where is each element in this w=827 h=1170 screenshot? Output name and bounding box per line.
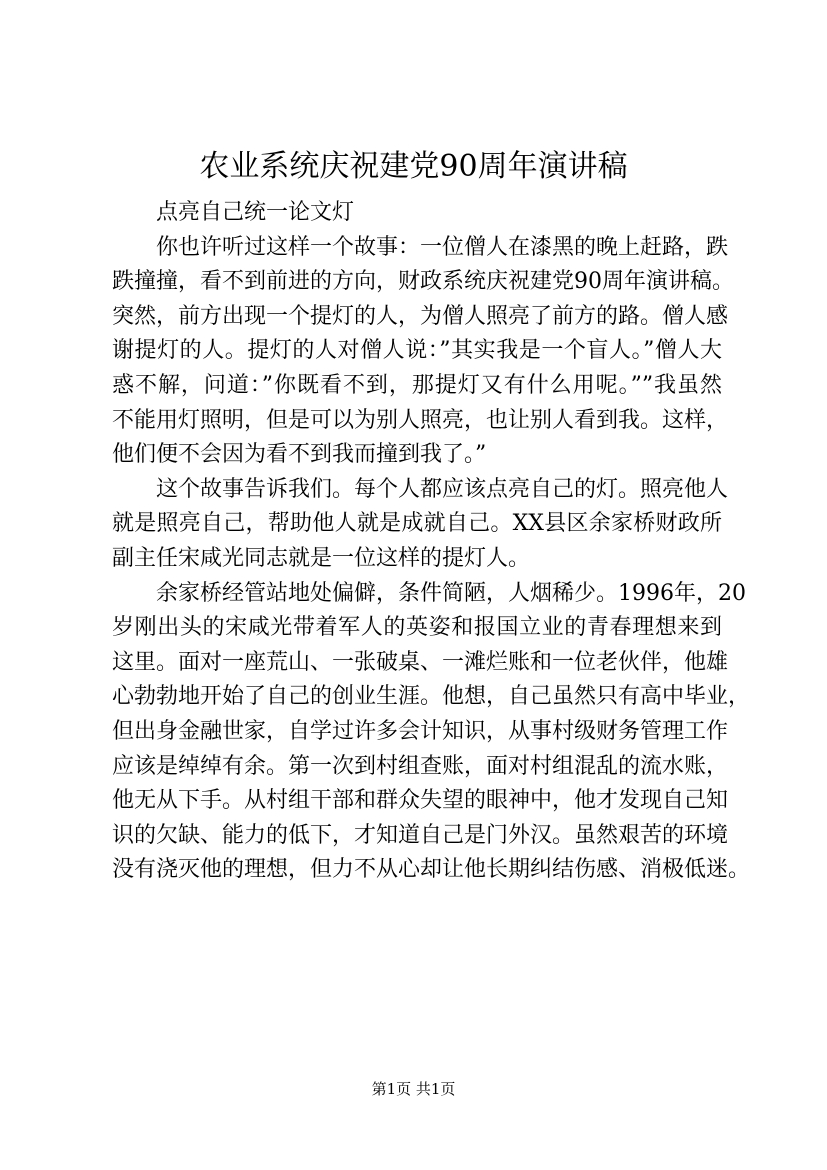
paragraph-line: 副主任宋咸光同志就是一位这样的提灯人。 (112, 545, 531, 571)
paragraph-line: 这个故事告诉我们。每个人都应该点亮自己的灯。照亮他人 (156, 476, 729, 502)
paragraph-line: 识的欠缺、能力的低下，才知道自己是门外汉。虽然艰苦的环境 (112, 822, 729, 848)
paragraph-line: 他无从下手。从村组干部和群众失望的眼神中，他才发现自己知 (112, 788, 729, 814)
paragraph-line: 你也许听过这样一个故事：一位僧人在漆黑的晚上赶路，跌 (156, 234, 729, 260)
paragraph-line: 余家桥经管站地处偏僻，条件简陋，人烟稀少。1996年，20 (156, 580, 746, 606)
page-number-footer: 第1页 共1页 (371, 1080, 456, 1098)
paragraph-line: 他们便不会因为看不到我而撞到我了。” (112, 442, 487, 468)
paragraph-line: 但出身金融世家，自学过许多会计知识，从事村级财务管理工作 (112, 718, 729, 744)
document-body (112, 196, 751, 888)
paragraph-line: 跌撞撞，看不到前进的方向，财政系统庆祝建党90周年演讲稿。 (112, 269, 734, 295)
paragraph-line: 不能用灯照明，但是可以为别人照亮，也让别人看到我。这样， (112, 407, 729, 433)
paragraph-line: 心勃勃地开始了自己的创业生涯。他想，自己虽然只有高中毕业， (112, 684, 751, 710)
paragraph-line: 突然，前方出现一个提灯的人，为僧人照亮了前方的路。僧人感 (112, 303, 729, 329)
paragraph-line: 这里。面对一座荒山、一张破桌、一滩烂账和一位老伙伴，他雄 (112, 649, 729, 675)
paragraph-line: 应该是绰绰有余。第一次到村组查账，面对村组混乱的流水账， (112, 753, 729, 779)
paragraph-line: 惑不解，问道：”你既看不到，那提灯又有什么用呢。””我虽然 (112, 372, 722, 398)
document-title: 农业系统庆祝建党90周年演讲稿 (199, 149, 628, 184)
paragraph-line: 就是照亮自己，帮助他人就是成就自己。XX县区余家桥财政所 (112, 511, 722, 537)
subtitle-line: 点亮自己统一论文灯 (156, 200, 355, 225)
paragraph-line: 谢提灯的人。提灯的人对僧人说：”其实我是一个盲人。”僧人大 (112, 338, 722, 364)
paragraph-line: 没有浇灭他的理想，但力不从心却让他长期纠结伤感、消极低迷。 (112, 857, 751, 883)
paragraph-line: 岁刚出头的宋咸光带着军人的英姿和报国立业的青春理想来到 (112, 615, 722, 641)
